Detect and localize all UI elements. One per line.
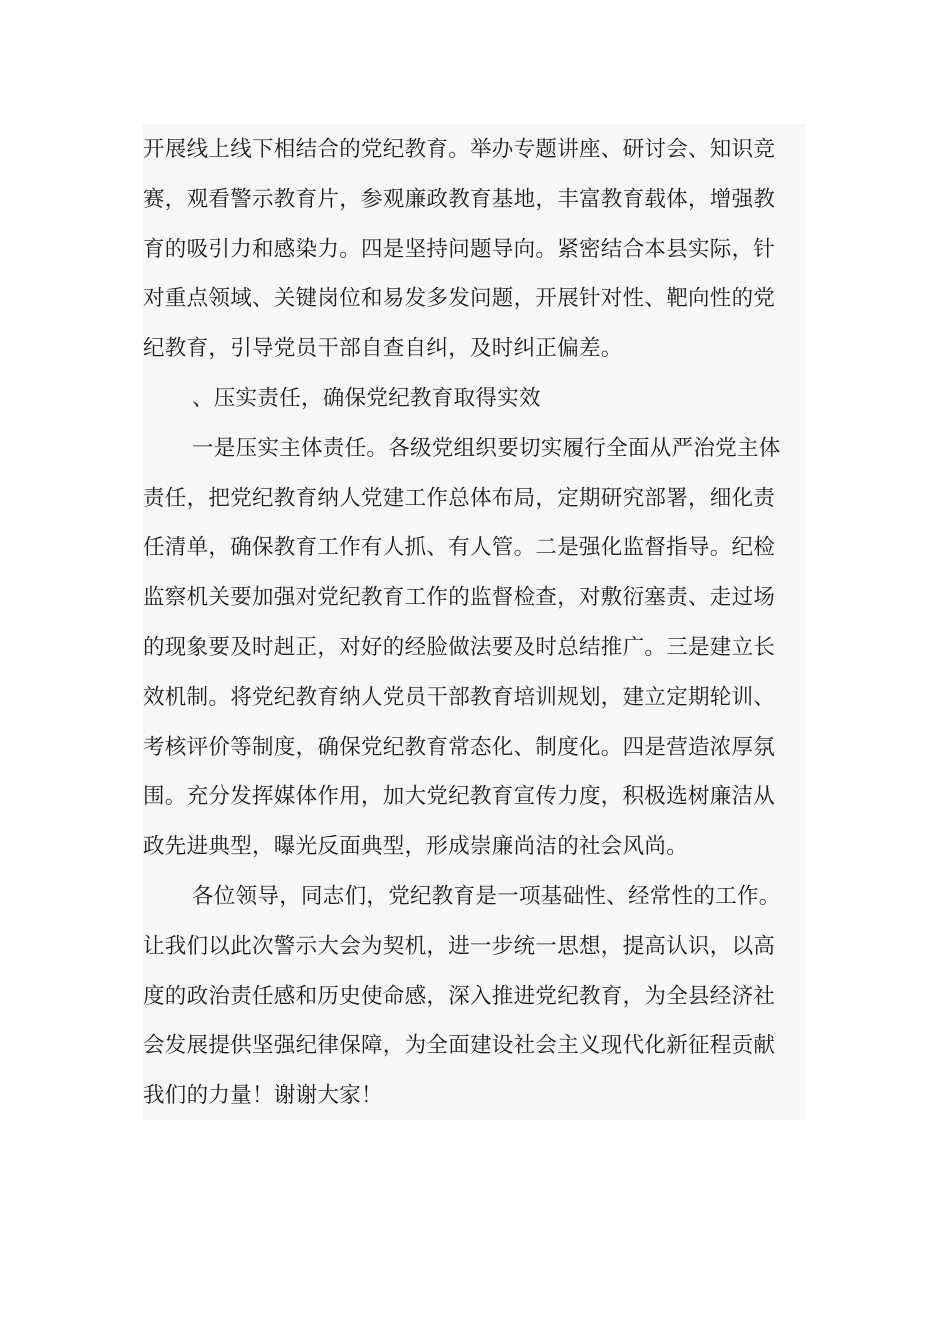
text-line: 任清单，确保教育工作有人抓、有人管。二是强化监督指导。纪检 [143, 535, 776, 561]
text-line: 让我们以此次警示大会为契机，进一步统一思想，提高认识，以高 [143, 933, 776, 959]
text-line: 度的政治责任感和历史使命感，深入推进党纪教育，为全县经济社 [143, 983, 776, 1009]
text-line: 各位领导，同志们，党纪教育是一项基础性、经常性的工作。 [192, 883, 781, 909]
text-line: 监察机关要加强对党纪教育工作的监督检查，对敷衍塞责、走过场 [143, 585, 776, 611]
text-line: 赛，观看警示教育片，参观廉政教育基地，丰富教育载体，增强教 [143, 186, 776, 212]
text-line: 责任，把党纪教育纳人党建工作总体布局，定期研究部署，细化责 [143, 485, 776, 511]
text-line: 纪教育，引导党员干部自查自纠，及时纠正偏差。 [143, 336, 623, 362]
text-line: 效机制。将党纪教育纳人党员干部教育培训规划，建立定期轮训、 [143, 684, 776, 710]
text-line: 开展线上线下相结合的党纪教育。举办专题讲座、研讨会、知识竞 [143, 137, 776, 162]
text-line: 对重点领域、关键岗位和易发多发问题，开展针对性、靶向性的党 [143, 286, 776, 312]
text-line: 会发展提供坚强纪律保障，为全面建设社会主义现代化新征程贡献 [143, 1033, 776, 1059]
text-line: 考核评价等制度，确保党纪教育常态化、制度化。四是营造浓厚氛 [143, 734, 776, 760]
text-line: 的现象要及时赳正，对好的经脸做法要及时总结推广。三是建立长 [143, 634, 776, 660]
text-line: 一是压实主体责任。各级党组织要切实履行全面从严治党主体 [192, 435, 781, 461]
text-line: 我们的力量！谢谢大家！ [143, 1083, 383, 1109]
text-line: 育的吸引力和感染力。四是坚持问题导向。紧密结合本县实际，针 [143, 236, 776, 262]
body-text-block [143, 124, 806, 1120]
text-line: 、压实责任，确保党纪教育取得实效 [192, 385, 541, 411]
text-line: 政先进典型，曝光反面典型，形成崇廉尚洁的社会风尚。 [143, 834, 689, 860]
text-line: 围。充分发挥媒体作用，加大党纪教育宣传力度，积极选树廉洁从 [143, 784, 776, 810]
